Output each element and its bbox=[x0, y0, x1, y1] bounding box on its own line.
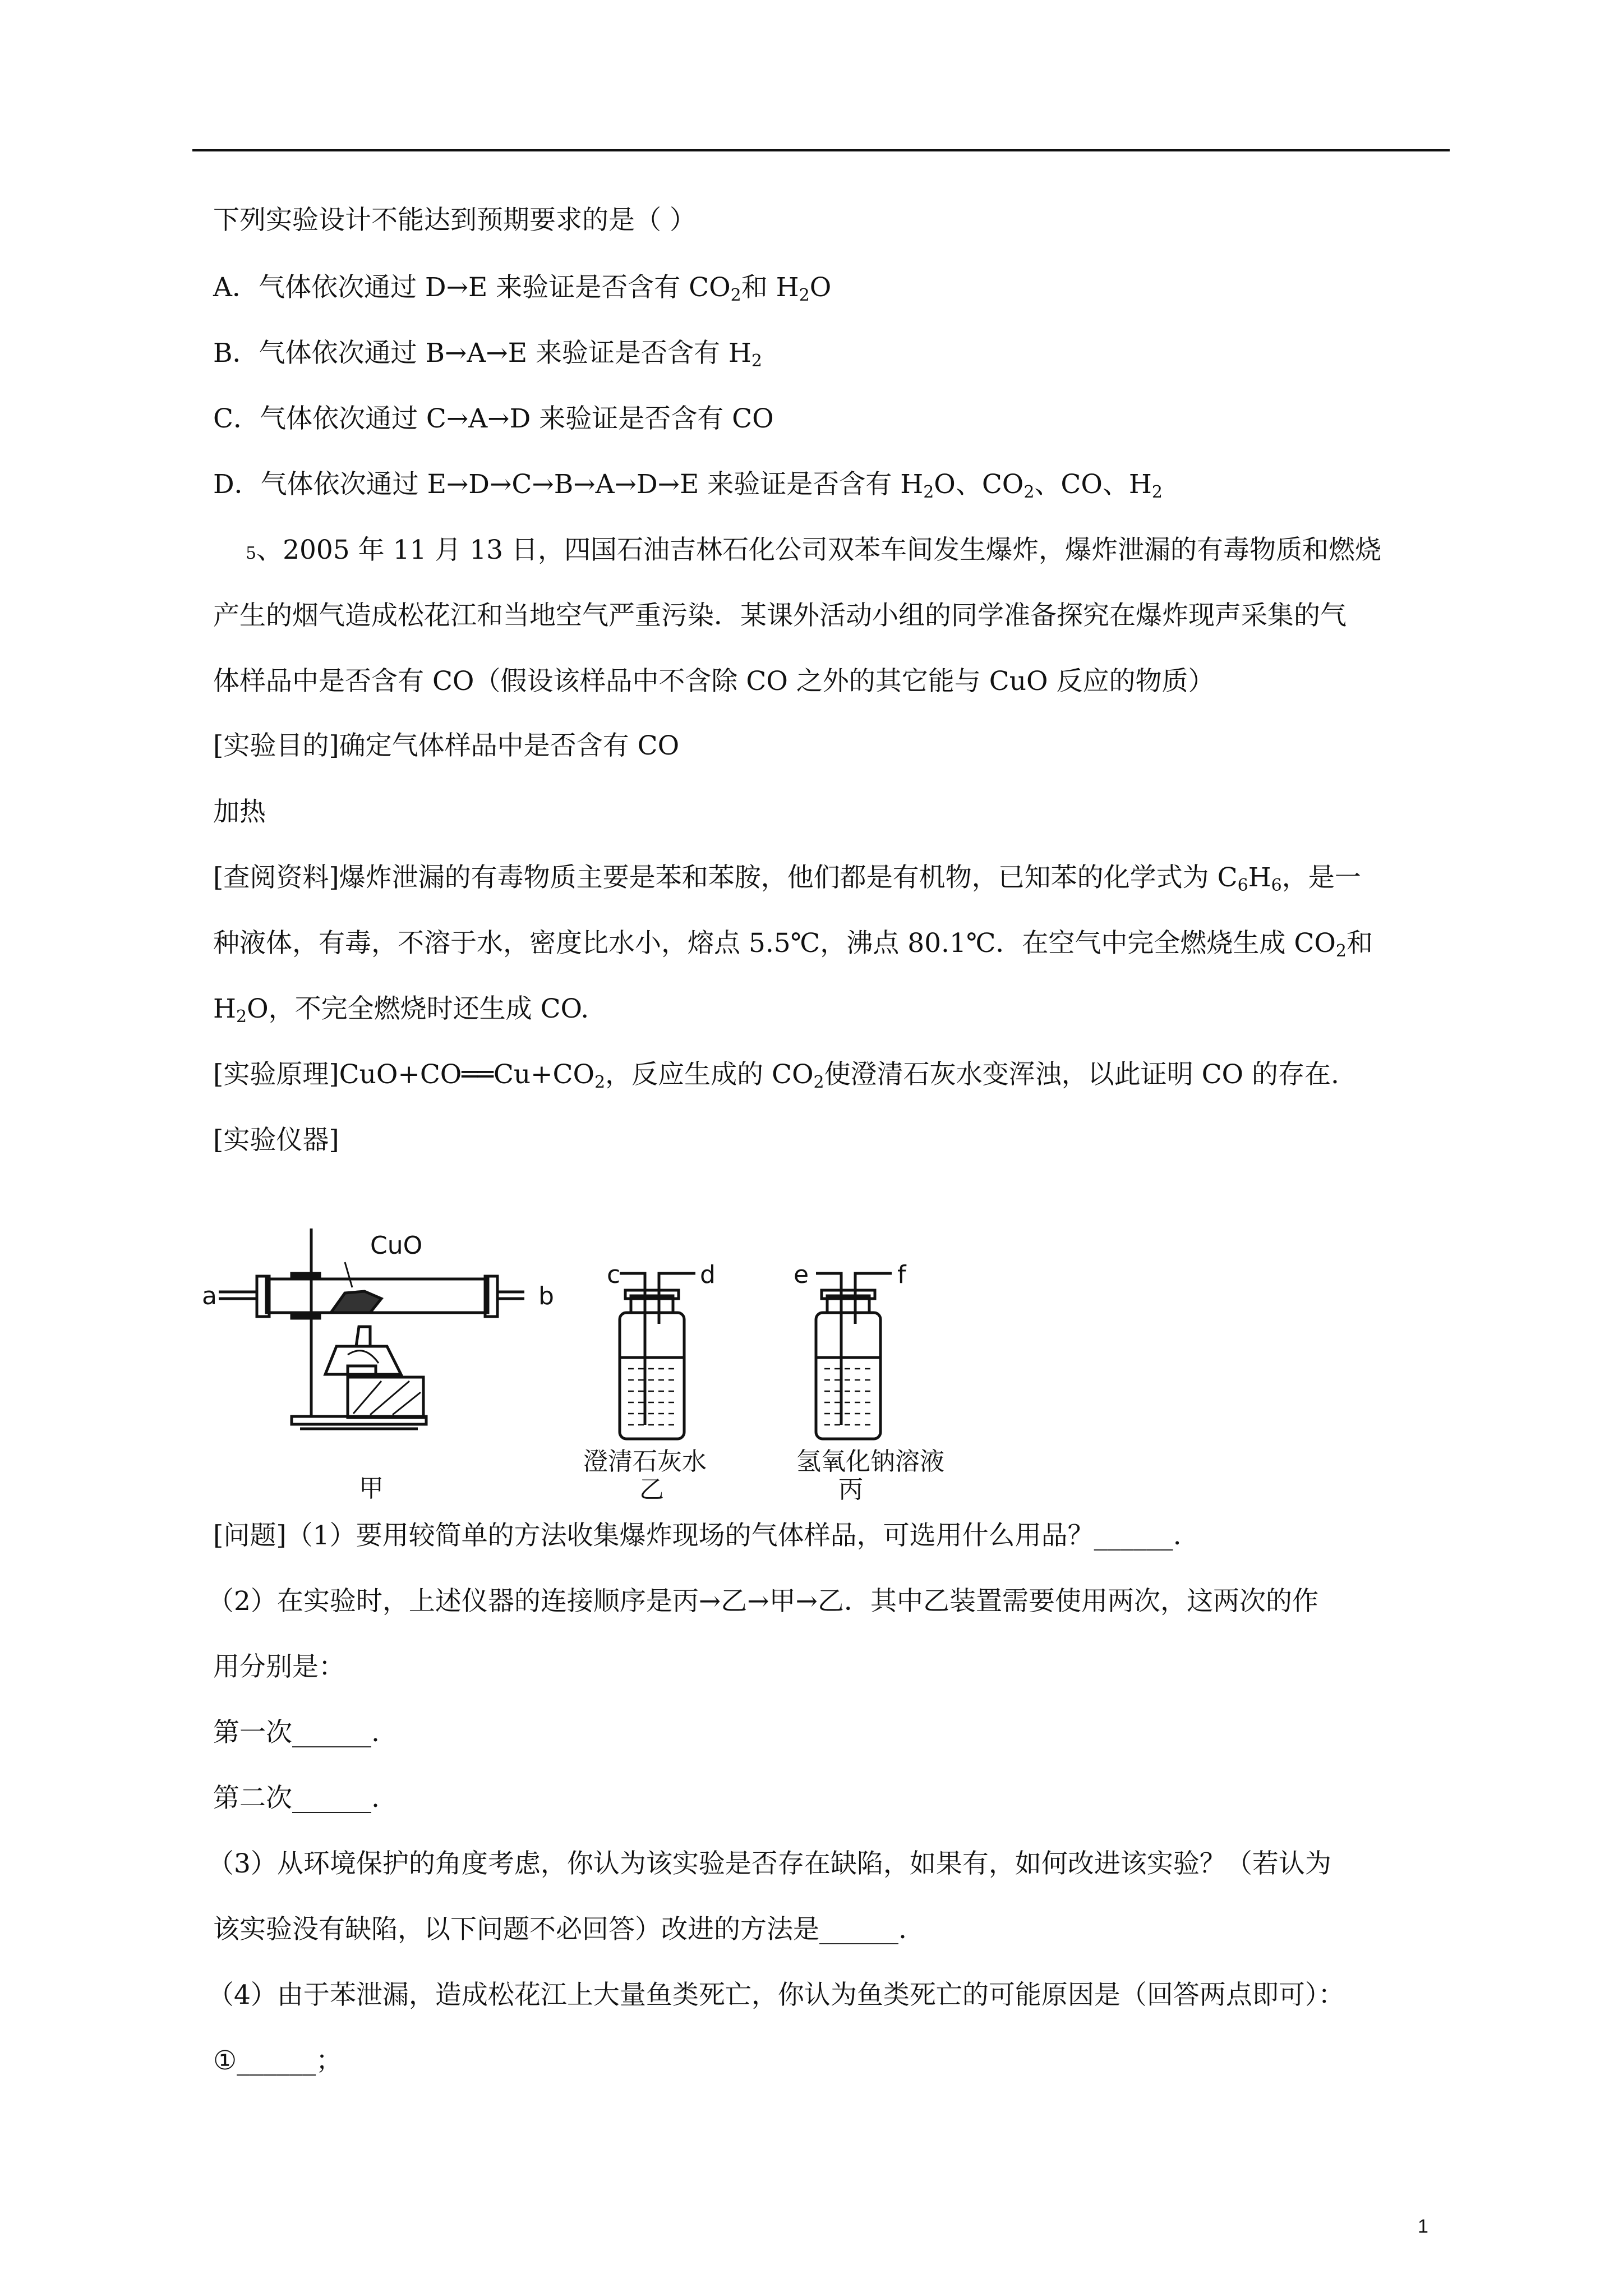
q5-line-2: 产生的烟气造成松花江和当地空气严重污染．某课外活动小组的同学准备探究在爆炸现声采集的气 bbox=[213, 600, 1347, 631]
question-4-line-2: ①______； bbox=[213, 2045, 343, 2076]
label-e: e bbox=[794, 1260, 809, 1289]
question-4-line-1: （4）由于苯泄漏，造成松花江上大量鱼类死亡，你认为鱼类死亡的可能原因是（回答两点即可）： bbox=[208, 1980, 1345, 2010]
reference-line-2: 种液体，有毒，不溶于水，密度比水小，熔点 5.5℃，沸点 80.1℃．在空气中完全燃烧生成 $CO_2$和 bbox=[213, 928, 1373, 961]
apparatus-bing bbox=[816, 1273, 892, 1439]
first-use-blank: 第一次______. bbox=[213, 1717, 380, 1748]
label-limewater: 澄清石灰水 bbox=[583, 1447, 707, 1476]
question-2-line-1: （2）在实验时，上述仪器的连接顺序是丙→乙→甲→乙．其中乙装置需要使用两次，这两次的作 bbox=[208, 1586, 1319, 1617]
option-d: D．气体依次通过 E→D→C→B→A→D→E 来验证是否含有 $H_2O$、$CO_2$、CO、$H_2$ bbox=[213, 469, 1163, 502]
option-b: B．气体依次通过 B→A→E 来验证是否含有 $H_2$ bbox=[213, 338, 762, 371]
option-a: A．气体依次通过 D→E 来验证是否含有 $CO_2$和 $H_2O$ bbox=[213, 272, 832, 305]
q5-line-1: 5、2005 年 11 月 13 日，四国石油吉林石化公司双苯车间发生爆炸，爆炸泄漏的有毒物质和燃烧 bbox=[246, 535, 1382, 565]
reference-line-3: $H_2O$，不完全燃烧时还生成 CO. bbox=[213, 993, 589, 1027]
label-f: f bbox=[897, 1260, 906, 1289]
label-jia: 甲 bbox=[359, 1474, 384, 1503]
option-c: C．气体依次通过 C→A→D 来验证是否含有 CO bbox=[213, 403, 774, 434]
label-naoh: 氢氧化钠溶液 bbox=[796, 1447, 944, 1476]
question-stem: 下列实验设计不能达到预期要求的是（ ） bbox=[213, 205, 696, 236]
question-1: [问题]（1）要用较简单的方法收集爆炸现场的气体样品，可选用什么用品？______. bbox=[213, 1520, 1182, 1551]
question-3-line-1: （3）从环境保护的角度考虑，你认为该实验是否存在缺陷，如果有，如何改进该实验？（若认为 bbox=[208, 1848, 1331, 1879]
experiment-principle: [实验原理]$CuO+CO══Cu+CO_2$，反应生成的 $CO_2$使澄清石灰水变浑浊，以此证明 CO 的存在. bbox=[213, 1059, 1339, 1092]
label-a: a bbox=[202, 1282, 217, 1310]
apparatus-diagram bbox=[202, 1228, 998, 1509]
label-b: b bbox=[538, 1282, 554, 1310]
question-3-line-2: 该实验没有缺陷，以下问题不必回答）改进的方法是______. bbox=[213, 1914, 907, 1945]
experiment-goal: [实验目的]确定气体样品中是否含有 CO bbox=[213, 730, 680, 761]
instruments-heading: [实验仪器] bbox=[213, 1125, 339, 1156]
question-2-line-2: 用分别是： bbox=[213, 1651, 345, 1682]
q5-line-3: 体样品中是否含有 CO（假设该样品中不含除 CO 之外的其它能与 CuO 反应的物质） bbox=[213, 666, 1215, 697]
second-use-blank: 第二次______. bbox=[213, 1783, 380, 1814]
page-number: 1 bbox=[1418, 2216, 1428, 2237]
label-cuo: CuO bbox=[370, 1231, 423, 1260]
label-d: d bbox=[700, 1260, 716, 1289]
label-yi: 乙 bbox=[639, 1475, 664, 1504]
apparatus-yi bbox=[620, 1273, 695, 1439]
label-bing: 丙 bbox=[838, 1475, 863, 1504]
reference-line-1: [查阅资料]爆炸泄漏的有毒物质主要是苯和苯胺，他们都是有机物，已知苯的化学式为 $C_6H_6$，是一 bbox=[213, 862, 1361, 895]
header-rule bbox=[192, 149, 1450, 151]
heating-note: 加热 bbox=[213, 797, 266, 827]
label-c: c bbox=[607, 1260, 621, 1289]
